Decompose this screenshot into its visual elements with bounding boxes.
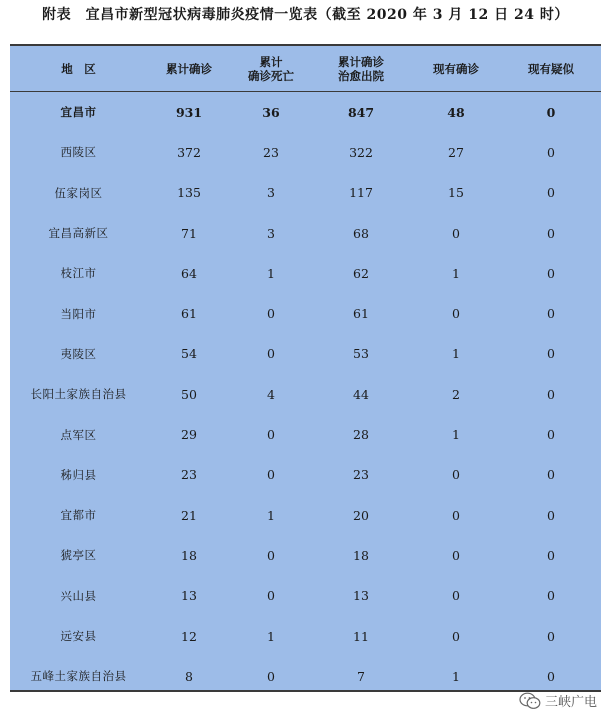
cured-cell: 18	[353, 547, 369, 563]
table-body	[10, 92, 601, 697]
cured-cell: 117	[349, 185, 373, 201]
column-header-cured: 累计确诊 治愈出院	[311, 46, 411, 92]
current-cell: 0	[452, 225, 460, 241]
deaths-cell: 0	[267, 547, 275, 563]
watermark	[519, 691, 597, 710]
region-cell: 五峰土家族自治县	[30, 669, 127, 684]
table-row	[10, 253, 601, 293]
cured-cell: 11	[353, 628, 369, 644]
current-cell: 1	[452, 346, 460, 362]
suspected-cell: 0	[547, 265, 555, 281]
confirmed-cell: 12	[181, 628, 197, 644]
region-cell: 宜昌高新区	[48, 226, 109, 241]
region-cell: 猇亭区	[60, 548, 97, 563]
region-cell: 夷陵区	[60, 346, 97, 361]
table-row	[10, 495, 601, 535]
table-row	[10, 374, 601, 414]
watermark-text: 三峡广电	[544, 695, 597, 710]
current-cell: 48	[447, 104, 465, 120]
current-cell: 2	[452, 386, 460, 402]
confirmed-cell: 18	[181, 547, 197, 563]
cured-cell: 7	[357, 668, 365, 684]
table-row	[10, 334, 601, 374]
suspected-cell: 0	[547, 668, 555, 684]
region-cell: 伍家岗区	[54, 185, 103, 200]
table-row	[10, 132, 601, 172]
confirmed-cell: 21	[181, 507, 197, 523]
current-cell: 27	[448, 144, 464, 160]
region-cell: 点军区	[60, 427, 97, 442]
suspected-cell: 0	[547, 386, 555, 402]
table-row	[10, 213, 601, 253]
deaths-cell: 3	[267, 185, 275, 201]
region-cell: 兴山县	[60, 588, 97, 603]
deaths-cell: 0	[267, 668, 275, 684]
suspected-cell: 0	[547, 306, 555, 322]
confirmed-cell: 13	[181, 588, 197, 604]
wechat-icon	[519, 692, 541, 710]
confirmed-cell: 64	[181, 265, 197, 281]
region-cell: 长阳土家族自治县	[30, 387, 127, 402]
column-header-region: 地 区	[10, 46, 147, 92]
header-row	[10, 46, 601, 92]
table-row	[10, 656, 601, 696]
region-cell: 宜都市	[60, 508, 97, 523]
cured-cell: 13	[353, 588, 369, 604]
deaths-cell: 4	[267, 386, 275, 402]
cured-cell: 20	[353, 507, 369, 523]
cured-cell: 68	[353, 225, 369, 241]
cured-cell: 62	[353, 265, 369, 281]
table-row	[10, 616, 601, 656]
suspected-cell: 0	[547, 144, 555, 160]
region-cell: 当阳市	[60, 306, 97, 321]
deaths-cell: 1	[267, 628, 275, 644]
cured-cell: 28	[353, 427, 369, 443]
cured-cell: 847	[347, 104, 375, 120]
table-row	[10, 535, 601, 575]
confirmed-cell: 54	[181, 346, 197, 362]
deaths-cell: 0	[267, 427, 275, 443]
current-cell: 0	[452, 306, 460, 322]
column-header-current: 现有确诊	[411, 46, 501, 92]
table-row	[10, 293, 601, 333]
column-header-confirmed: 累计确诊	[147, 46, 231, 92]
current-cell: 0	[452, 547, 460, 563]
table-row	[10, 576, 601, 616]
region-cell: 枝江市	[60, 266, 97, 281]
cured-cell: 53	[353, 346, 369, 362]
region-cell: 宜昌市	[60, 105, 97, 120]
current-cell: 0	[452, 588, 460, 604]
confirmed-cell: 372	[177, 144, 201, 160]
deaths-cell: 0	[267, 346, 275, 362]
page-title: 附表 宜昌市新型冠状病毒肺炎疫情一览表（截至 2020 年 3 月 12 日 24 时）	[42, 7, 569, 23]
cured-cell: 61	[353, 306, 369, 322]
suspected-cell: 0	[547, 427, 555, 443]
current-cell: 0	[452, 467, 460, 483]
suspected-cell: 0	[546, 104, 556, 120]
table-row	[10, 173, 601, 213]
current-cell: 15	[448, 185, 464, 201]
deaths-cell: 23	[263, 144, 279, 160]
region-cell: 远安县	[60, 629, 97, 643]
deaths-cell: 3	[267, 225, 275, 241]
confirmed-cell: 50	[181, 386, 197, 402]
confirmed-cell: 135	[177, 185, 201, 201]
deaths-cell: 0	[267, 306, 275, 322]
suspected-cell: 0	[547, 185, 555, 201]
region-cell: 秭归县	[60, 467, 97, 482]
current-cell: 0	[452, 507, 460, 523]
region-cell: 西陵区	[60, 145, 97, 160]
table-row	[10, 414, 601, 454]
table-row	[10, 455, 601, 495]
deaths-cell: 0	[267, 588, 275, 604]
cured-cell: 322	[349, 144, 373, 160]
confirmed-cell: 29	[181, 427, 197, 443]
deaths-cell: 1	[267, 265, 275, 281]
confirmed-cell: 8	[185, 668, 193, 684]
deaths-cell: 1	[267, 507, 275, 523]
current-cell: 1	[452, 668, 460, 684]
suspected-cell: 0	[547, 547, 555, 563]
confirmed-cell: 71	[181, 225, 197, 241]
suspected-cell: 0	[547, 346, 555, 362]
current-cell: 0	[452, 628, 460, 644]
table-row	[10, 92, 601, 133]
confirmed-cell: 61	[181, 306, 197, 322]
epidemic-table	[10, 44, 601, 692]
cured-cell: 23	[353, 467, 369, 483]
current-cell: 1	[452, 427, 460, 443]
deaths-cell: 36	[262, 104, 280, 120]
suspected-cell: 0	[547, 467, 555, 483]
deaths-cell: 0	[267, 467, 275, 483]
current-cell: 1	[452, 265, 460, 281]
suspected-cell: 0	[547, 507, 555, 523]
confirmed-cell: 23	[181, 467, 197, 483]
suspected-cell: 0	[547, 588, 555, 604]
confirmed-cell: 931	[175, 104, 203, 120]
column-header-deaths: 累计 确诊死亡	[231, 46, 311, 92]
cured-cell: 44	[353, 386, 369, 402]
column-header-suspected: 现有疑似	[501, 46, 601, 92]
suspected-cell: 0	[547, 225, 555, 241]
suspected-cell: 0	[547, 628, 555, 644]
